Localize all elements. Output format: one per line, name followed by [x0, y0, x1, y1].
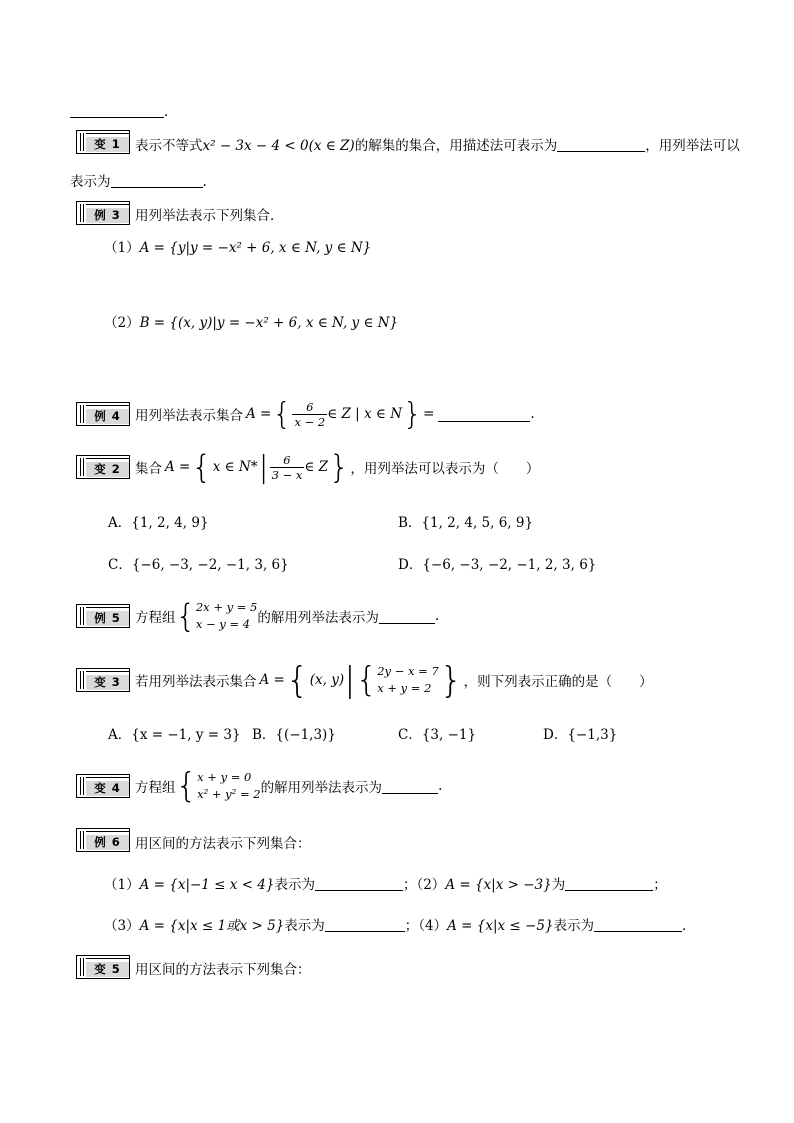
bian1-inequality: x² − 3x − 4 < 0(x ∈ Z) [202, 138, 355, 154]
answer-blank [438, 407, 530, 422]
bian3-line: 若用列举法表示集合 A = { (x, y) |{ 2y − x = 7 x + y = 2 } ，则下列表示正确的是（ ） [135, 659, 653, 701]
option-c[interactable]: C．{3, −1} [398, 727, 477, 743]
equation-system [377, 663, 439, 697]
equation-1: 2y − x = 7 [377, 664, 439, 678]
tag-label: 变 2 [86, 462, 129, 477]
separator: ； [653, 877, 667, 893]
set-name: A = [246, 406, 272, 422]
equation-1: x + y = 0 [197, 770, 252, 784]
part-number: （3） [104, 918, 140, 934]
li5-tag [76, 604, 130, 628]
equation-system [196, 599, 258, 633]
bian4-line: 方程组 { x + y = 0 x² + y² = 2 的解用列举法表示为 . [135, 766, 443, 806]
equation-1: 2x + y = 5 [195, 600, 258, 614]
numerator: 6 [292, 400, 327, 415]
answer-blank [70, 103, 164, 118]
set-expression: A = {y|y = −x² + 6, x ∈ N, y ∈ N} [139, 240, 372, 256]
tag-label: 例 3 [86, 208, 129, 223]
part-number: （2） [104, 315, 140, 331]
tag-label: 变 5 [86, 962, 129, 977]
answer-blank [382, 779, 438, 794]
part-number: （2） [416, 877, 446, 893]
equation-2: x² + y² = 2 [197, 787, 261, 801]
li6-row2 [104, 914, 686, 934]
set-expression: A = {x|x ≤ −5} [447, 918, 554, 934]
bian3-prompt-b: ，则下列表示正确的是（ ） [463, 674, 653, 690]
part-number: （1） [104, 240, 140, 256]
li6-tag [76, 828, 130, 852]
period: . [202, 174, 207, 190]
answer-blank [325, 917, 405, 932]
ordered-pair: (x, y) [309, 672, 345, 688]
tag-label: 变 1 [86, 137, 129, 152]
li3-part1 [104, 236, 371, 256]
tail-text: 表示为 [553, 918, 595, 934]
option-b[interactable]: B．{(−1,3)} [252, 727, 336, 743]
period: . [434, 608, 440, 624]
period: . [530, 406, 535, 422]
tail-text: 表示为 [274, 877, 315, 893]
li5-prompt-b: 的解用列举法表示为 [257, 610, 379, 626]
set-expression: B = {(x, y)|y = −x² + 6, x ∈ N, y ∈ N} [139, 315, 399, 331]
set-expression: A = {x|x ≤ 1或x > 5} [139, 918, 285, 934]
option-c[interactable]: C．{−6, −3, −2, −1, 3, 6} [108, 557, 289, 573]
tail-text: 表示为 [284, 918, 325, 934]
period: . [682, 918, 687, 934]
tag-label: 变 4 [86, 781, 129, 796]
answer-blank [315, 876, 403, 891]
answer-blank [111, 173, 203, 188]
tail-text: 为 [551, 877, 566, 893]
equation-system [197, 769, 260, 803]
bian3-tag [76, 668, 130, 692]
fraction [270, 453, 305, 482]
bian1-line1 [135, 134, 740, 154]
equals: = [423, 406, 435, 422]
bian5-tag [76, 955, 130, 979]
equation-2: x − y = 4 [195, 617, 251, 631]
numerator: 6 [270, 453, 305, 468]
bian4-tag [76, 774, 130, 798]
option-b[interactable]: B．{1, 2, 4, 5, 6, 9} [398, 515, 534, 531]
denominator: x − 2 [294, 414, 326, 429]
tag-label: 变 3 [86, 675, 129, 690]
option-a[interactable]: A．{x = −1, y = 3} [108, 727, 241, 743]
tag-label: 例 5 [86, 611, 129, 626]
bian4-prompt: 方程组 [135, 780, 176, 796]
li5-prompt: 方程组 [135, 610, 176, 626]
li6-prompt: 用区间的方法表示下列集合： [135, 836, 311, 852]
set-condition: ∈ Z | x ∈ N [327, 406, 403, 422]
top-answer-line [70, 103, 168, 120]
fraction [292, 400, 327, 429]
tag-label: 例 4 [86, 409, 129, 424]
li3-tag [76, 201, 130, 225]
denominator: 3 − x [271, 467, 303, 482]
bian1-tag [76, 130, 130, 154]
bian3-prompt: 若用列举法表示集合 [135, 674, 257, 690]
li6-row1 [104, 873, 667, 893]
bian1-text-b: 的解集的集合，用描述法可表示为 [354, 138, 558, 154]
bian2-prompt-b: ，用列举法可以表示为（ ） [350, 461, 540, 477]
period: . [164, 104, 169, 120]
set-expression: A = {x|−1 ≤ x < 4} [139, 877, 275, 893]
answer-blank [594, 917, 682, 932]
bian1-line2 [70, 170, 207, 190]
li4-prompt: 用列举法表示集合 [135, 408, 243, 424]
option-a[interactable]: A．{1, 2, 4, 9} [108, 515, 209, 531]
li5-line: 方程组 { 2x + y = 5 x − y = 4 的解用列举法表示为 . [135, 597, 440, 635]
bian1-text: 表示不等式 [135, 138, 203, 154]
bian4-prompt-b: 的解用列举法表示为 [260, 780, 383, 796]
li3-part2 [104, 311, 398, 331]
set-condition: ∈ Z [304, 459, 329, 475]
tag-label: 例 6 [86, 835, 129, 850]
period: . [438, 778, 443, 794]
set-name: A = [259, 672, 285, 688]
answer-blank [565, 876, 653, 891]
part-number: （4） [418, 918, 448, 934]
li4-line: 用列举法表示集合 A = { $\frac{6}{x - 2}$ ∈ Z | x ∈ N } = . [135, 396, 535, 432]
part-number: （1） [104, 877, 140, 893]
option-d[interactable]: D．{−1,3} [543, 727, 618, 743]
bian1-text-c: ，用列举法可以 [645, 138, 740, 154]
bian5-prompt: 用区间的方法表示下列集合： [135, 962, 311, 978]
bian2-line: 集合 A = { x ∈ N* | $\frac{6}{3 - x}$ ∈ Z } ，用列举法可以表示为（ ） [135, 448, 540, 486]
option-d[interactable]: D．{−6, −3, −2, −1, 2, 3, 6} [398, 557, 597, 573]
set-condition: x ∈ N* [212, 459, 258, 475]
bian1-text-d: 表示为 [70, 174, 111, 190]
answer-blank [557, 137, 645, 152]
li3-prompt: 用列举法表示下列集合． [135, 208, 284, 224]
separator: ； [402, 877, 417, 893]
li4-tag [76, 402, 130, 426]
answer-blank [379, 609, 435, 624]
equation-2: x + y = 2 [377, 681, 432, 695]
bian2-prompt: 集合 [135, 461, 162, 477]
set-expression: A = {x|x > −3} [445, 877, 552, 893]
bian2-tag [76, 455, 130, 479]
set-name: A = [165, 459, 191, 475]
separator: ； [404, 918, 419, 934]
